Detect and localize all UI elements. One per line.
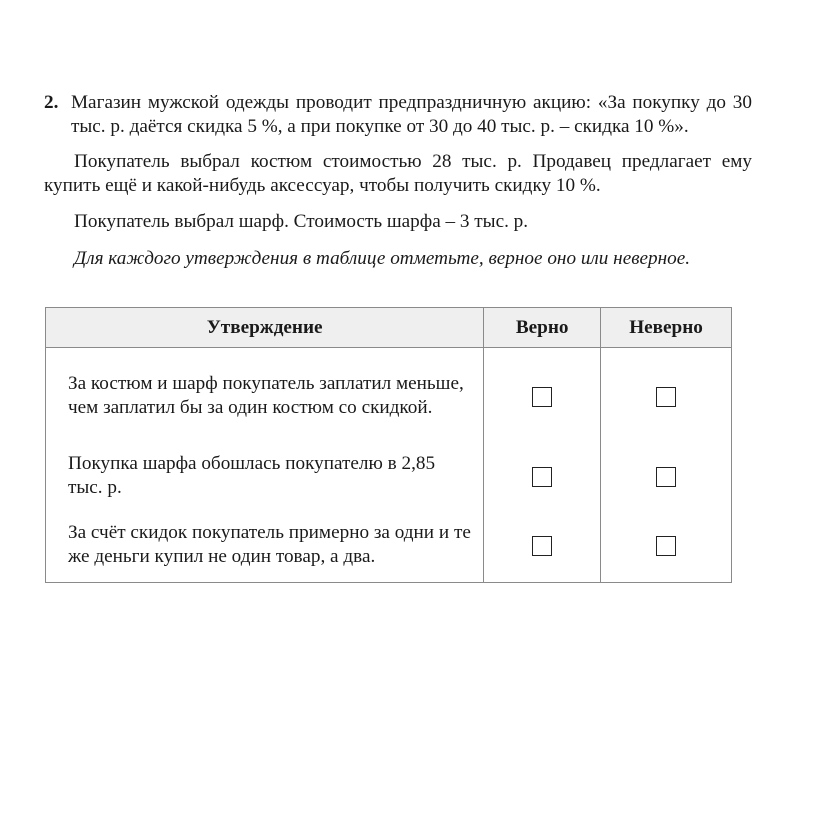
false-cell xyxy=(601,444,732,508)
true-checkbox[interactable] xyxy=(532,536,552,556)
table-row xyxy=(46,348,732,445)
statement-text: За костюм и шарф покупатель заплатил меньше, чем заплатил бы за один костюм со скидкой. xyxy=(46,348,484,445)
task-number: 2. xyxy=(44,92,59,113)
true-cell xyxy=(484,508,601,583)
statements-table xyxy=(45,307,732,583)
table-row xyxy=(46,508,732,583)
task-instruction: Для каждого утверждения в таблице отметьте, верное оно или неверное. xyxy=(74,248,691,269)
task-2 xyxy=(44,91,752,271)
true-cell xyxy=(484,444,601,508)
statement-text: За счёт скидок покупатель примерно за одни и те же деньги купил не один товар, а два. xyxy=(46,508,484,583)
header-true: Верно xyxy=(484,308,601,348)
true-checkbox[interactable] xyxy=(532,387,552,407)
false-checkbox[interactable] xyxy=(656,467,676,487)
task-intro: Магазин мужской одежды проводит предпраздничную акцию: «За покупку до 30 тыс. р. даётся скидка 5 %, а при покупке от 30 до 40 тыс. р. – скидка 10 %». xyxy=(71,92,752,137)
header-false: Неверно xyxy=(601,308,732,348)
table-row xyxy=(46,444,732,508)
false-cell xyxy=(601,508,732,583)
statement-text: Покупка шарфа обошлась покупателю в 2,85 тыс. р. xyxy=(46,444,484,508)
task-header xyxy=(44,91,752,139)
false-checkbox[interactable] xyxy=(656,387,676,407)
table-header-row xyxy=(46,308,732,348)
true-cell xyxy=(484,348,601,445)
true-checkbox[interactable] xyxy=(532,467,552,487)
false-checkbox[interactable] xyxy=(656,536,676,556)
header-statement: Утверждение xyxy=(46,308,484,348)
false-cell xyxy=(601,348,732,445)
task-paragraph-scarf: Покупатель выбрал шарф. Стоимость шарфа – 3 тыс. р. xyxy=(74,211,529,232)
task-paragraph-suit: Покупатель выбрал костюм стоимостью 28 тыс. р. Продавец предлагает ему купить ещё и какой-нибудь аксессуар, чтобы получить скидку 10 %. xyxy=(44,151,752,196)
